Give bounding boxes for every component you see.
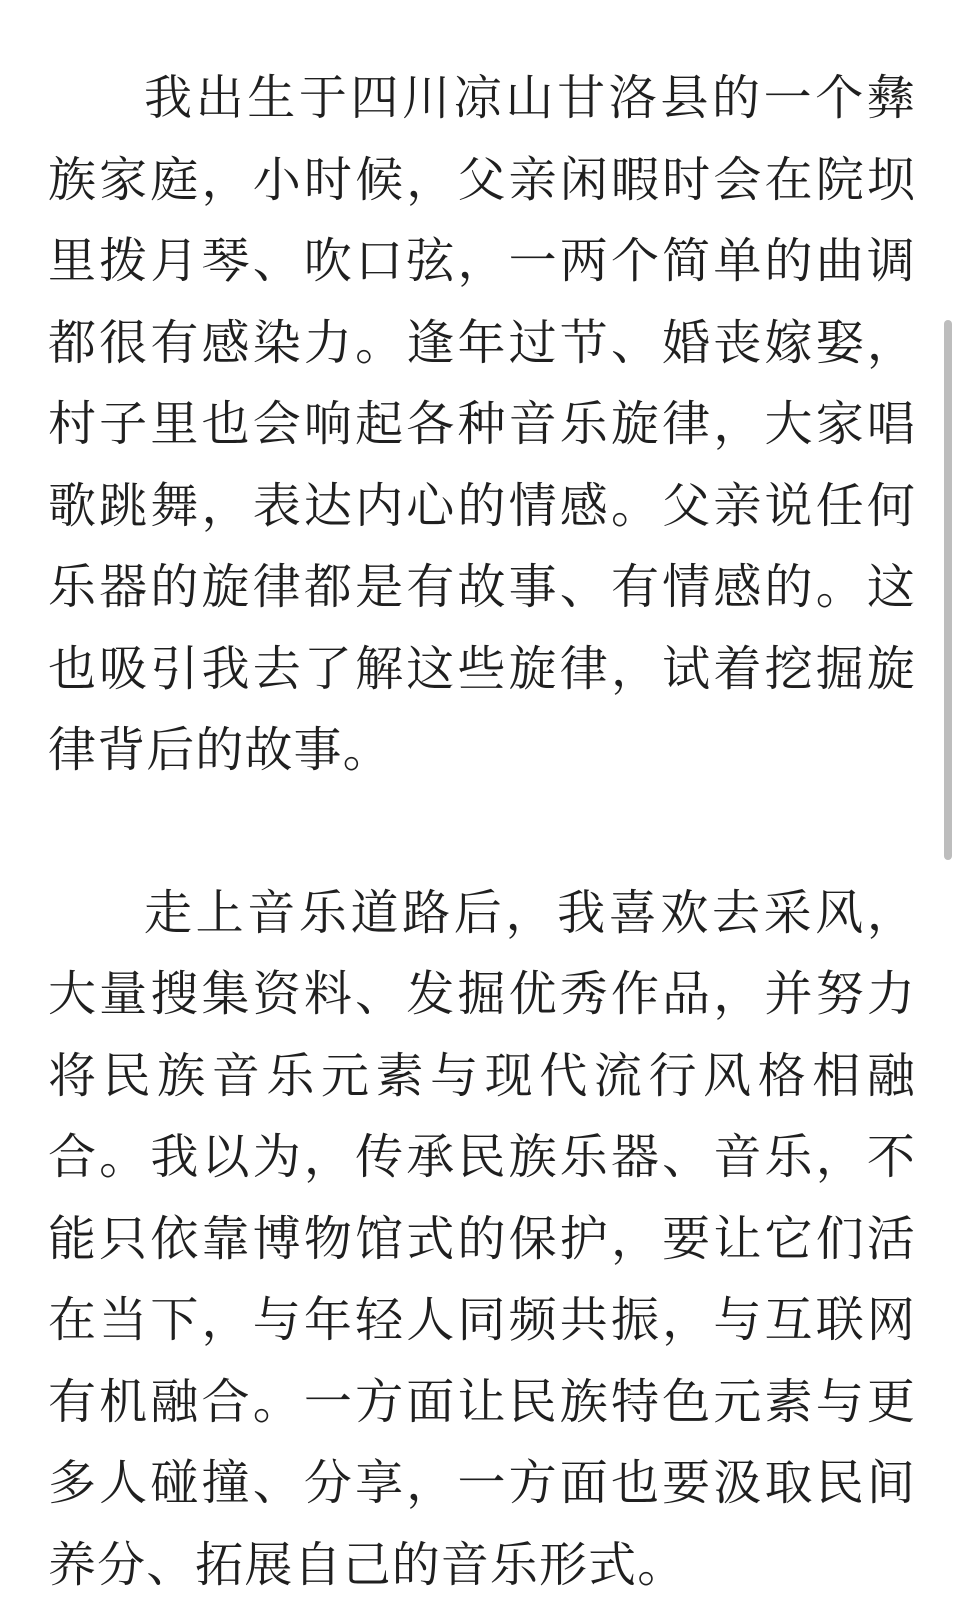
scrollbar-thumb[interactable] [944,320,952,860]
article-body [48,58,916,1606]
paragraph-1: 我出生于四川凉山甘洛县的一个彝族家庭，小时候，父亲闲暇时会在院坝里拨月琴、吹口弦，一两个简单的曲调都很有感染力。逢年过节、婚丧嫁娶，村子里也会响起各种音乐旋律，大家唱歌跳舞，表达内心的情感。父亲说任何乐器的旋律都是有故事、有情感的。这也吸引我去了解这些旋律，试着挖掘旋律背后的故事。 [48,58,916,792]
paragraph-2: 走上音乐道路后，我喜欢去采风，大量搜集资料、发掘优秀作品，并努力将民族音乐元素与现代流行风格相融合。我以为，传承民族乐器、音乐，不能只依靠博物馆式的保护，要让它们活在当下，与年轻人同频共振，与互联网有机融合。一方面让民族特色元素与更多人碰撞、分享，一方面也要汲取民间养分、拓展自己的音乐形式。 [48,873,916,1606]
vertical-scrollbar[interactable] [942,320,954,860]
